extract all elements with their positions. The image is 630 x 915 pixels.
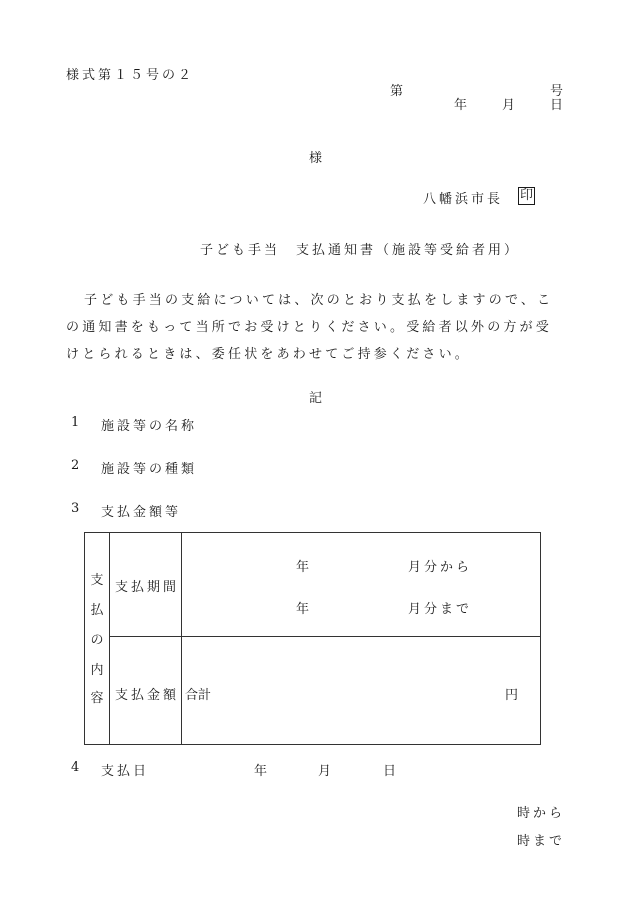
date-year-label: 年 bbox=[454, 98, 468, 113]
document-title: 子ども手当 支払通知書（施設等受給者用） bbox=[200, 243, 521, 258]
amount-label: 支払金額 bbox=[115, 688, 180, 703]
item-label-payment-amount: 支払金額等 bbox=[101, 505, 182, 520]
payment-details-table bbox=[84, 532, 541, 745]
item-number: 3 bbox=[71, 501, 80, 516]
seal-icon: 印 bbox=[520, 188, 534, 203]
document-number-suffix: 号 bbox=[550, 84, 564, 99]
vertical-header-char: 支 bbox=[90, 573, 104, 588]
issuer-name: 八幡浜市長 bbox=[423, 192, 504, 207]
period-from-year: 年 bbox=[296, 560, 310, 575]
date-month-label: 月 bbox=[502, 98, 516, 113]
form-number: 様式第１５号の２ bbox=[66, 68, 195, 83]
vertical-header-char: 払 bbox=[90, 603, 104, 618]
addressee-suffix: 様 bbox=[309, 151, 323, 166]
vertical-header-char: の bbox=[90, 633, 104, 648]
payment-day-month: 月 bbox=[318, 764, 332, 779]
seal-mark bbox=[518, 187, 535, 205]
date-day-label: 日 bbox=[550, 98, 564, 113]
yen-unit: 円 bbox=[505, 688, 519, 703]
vertical-header-char: 内 bbox=[90, 663, 104, 678]
table-divider bbox=[181, 533, 182, 744]
total-label: 合計 bbox=[185, 688, 212, 703]
item-label-facility-name: 施設等の名称 bbox=[101, 419, 198, 434]
period-from-label: 月分から bbox=[408, 560, 473, 575]
period-label: 支払期間 bbox=[115, 580, 180, 595]
time-to-label: 時まで bbox=[517, 834, 566, 849]
ki-heading: 記 bbox=[309, 391, 323, 406]
vertical-header-char: 容 bbox=[90, 691, 104, 706]
payment-day-day: 日 bbox=[383, 764, 397, 779]
table-divider bbox=[109, 533, 110, 744]
document-number-prefix: 第 bbox=[390, 84, 404, 99]
item-number: 1 bbox=[71, 415, 80, 430]
period-to-label: 月分まで bbox=[408, 602, 473, 617]
payment-day-label: 支払日 bbox=[101, 764, 150, 779]
payment-day-year: 年 bbox=[254, 764, 268, 779]
item-number: 2 bbox=[71, 458, 80, 473]
time-from-label: 時から bbox=[517, 806, 566, 821]
body-paragraph: 子ども手当の支給については、次のとおり支払をしますので、この通知書をもって当所でお受けとりください。受給者以外の方が受けとられるときは、委任状をあわせてご持参ください。 bbox=[66, 293, 554, 362]
item-number: 4 bbox=[71, 760, 80, 775]
item-label-facility-type: 施設等の種類 bbox=[101, 462, 198, 477]
period-to-year: 年 bbox=[296, 602, 310, 617]
table-divider bbox=[109, 636, 540, 637]
